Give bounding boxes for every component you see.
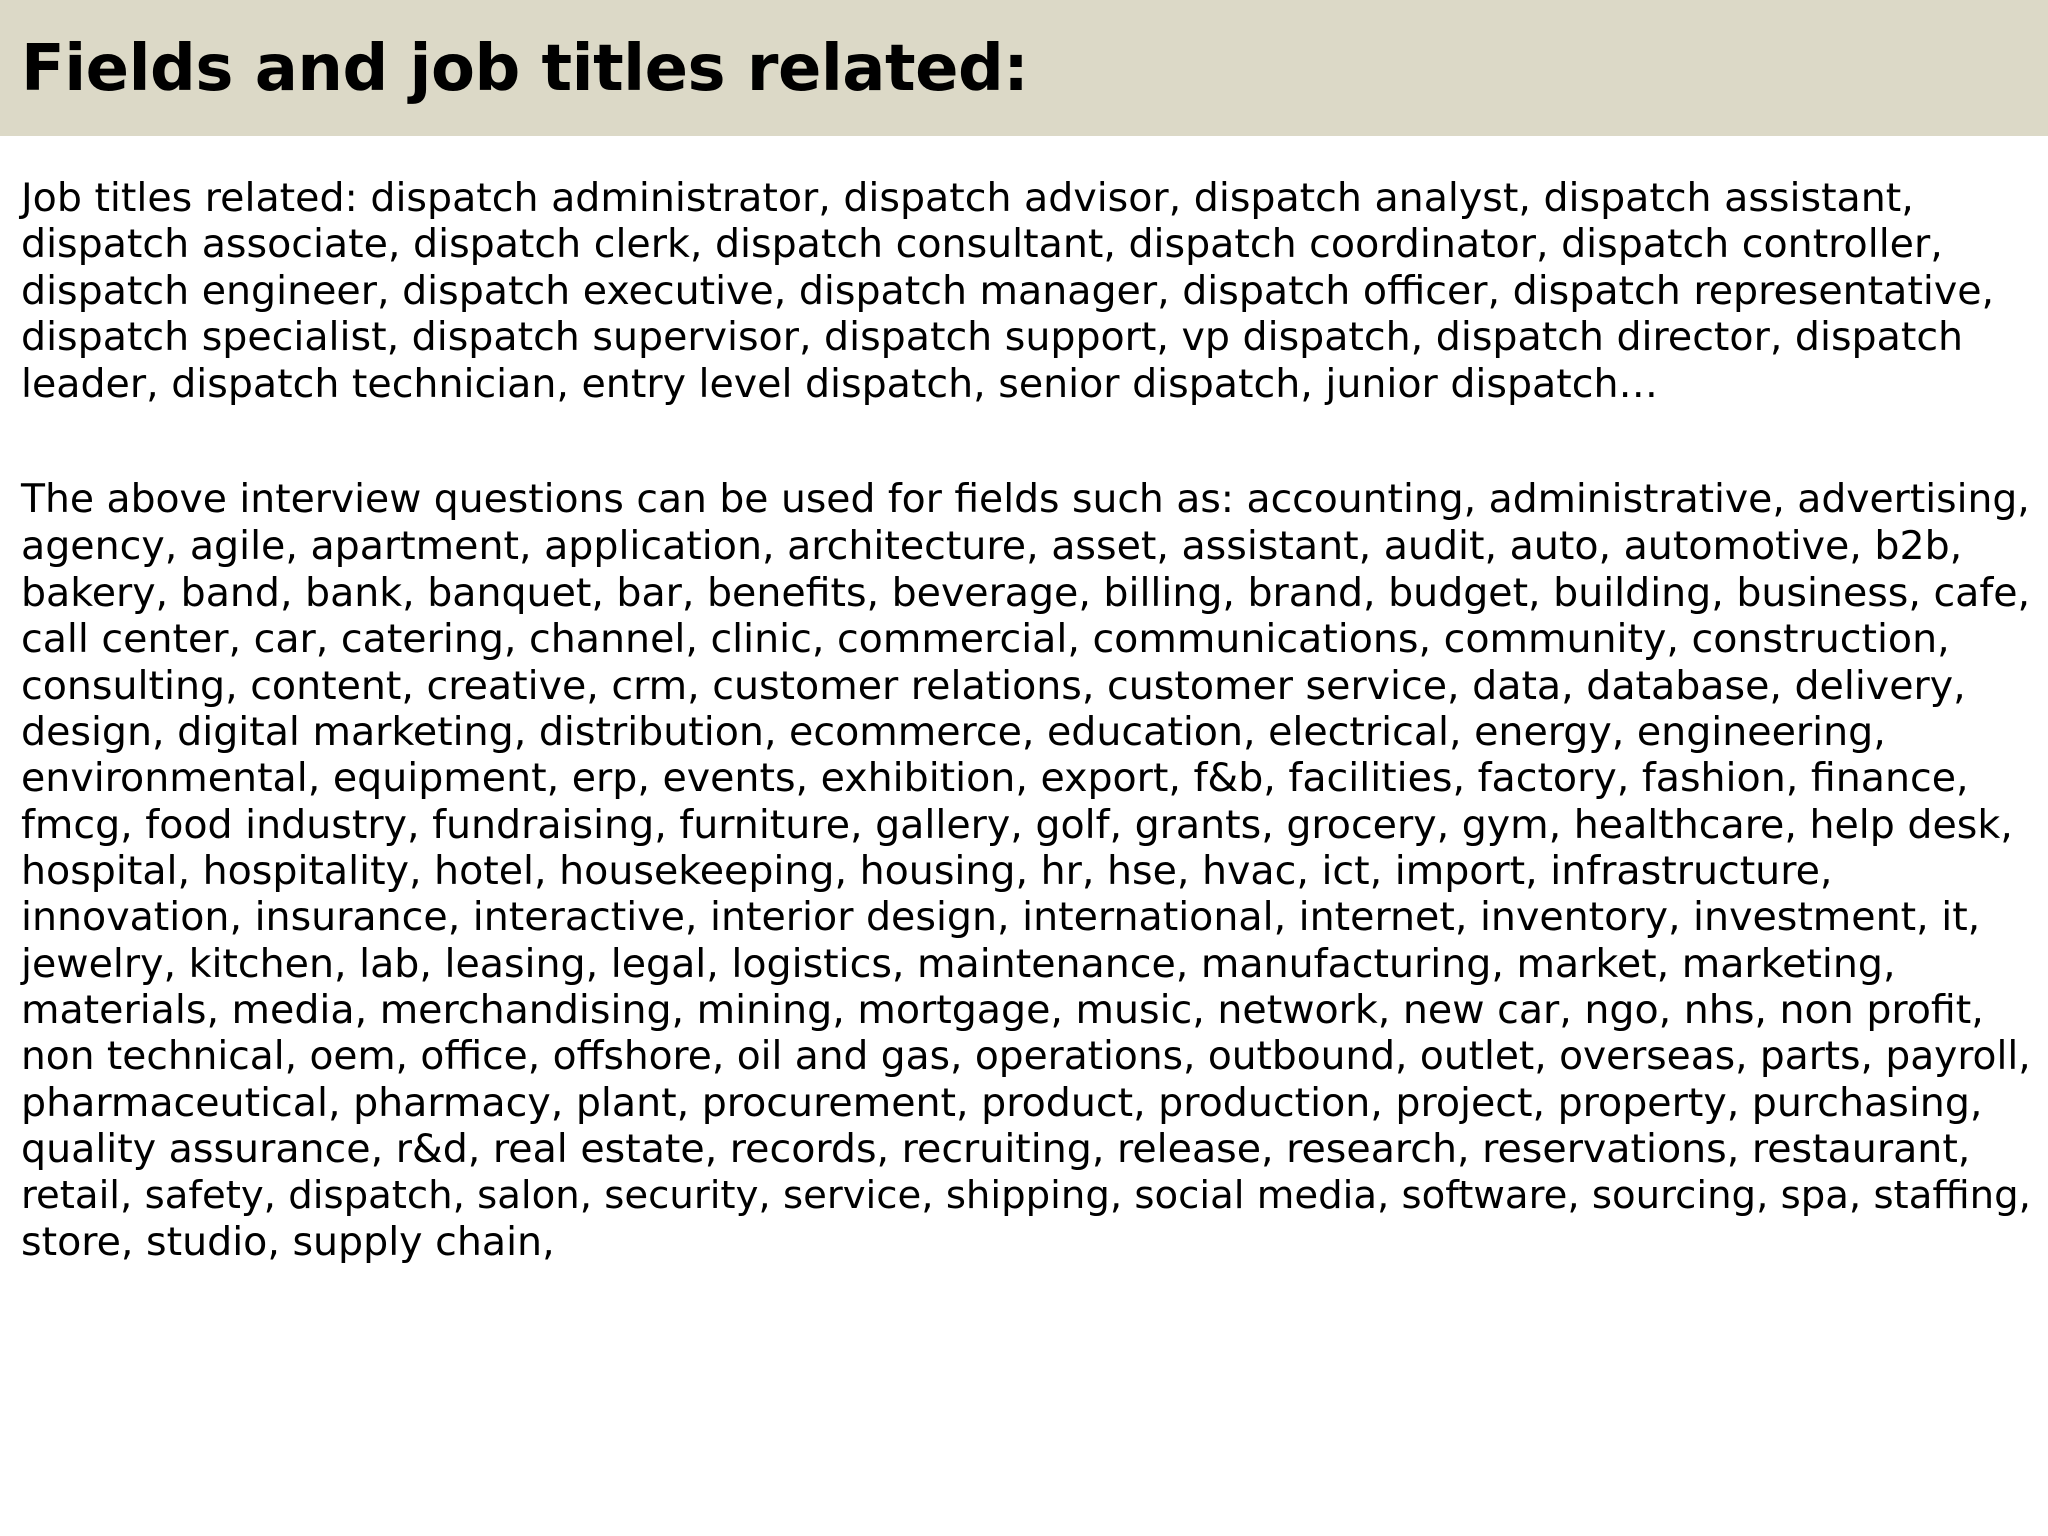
fields-line: store, studio, supply chain, (21, 1219, 555, 1266)
fields-line: innovation, insurance, interactive, interior design, international, internet, inventory, investment, it, (21, 894, 1981, 941)
title-bar (0, 0, 2048, 136)
fields-line: The above interview questions can be used for fields such as: accounting, administrative, advertising, (21, 476, 2030, 522)
job-titles-line: dispatch engineer, dispatch executive, dispatch manager, dispatch officer, dispatch representative, (21, 267, 1995, 314)
fields-line: agency, agile, apartment, application, architecture, asset, assistant, audit, auto, automotive, b2b, (21, 523, 1963, 570)
slide-content (21, 175, 2031, 1266)
job-titles-line: dispatch specialist, dispatch supervisor, dispatch support, vp dispatch, dispatch director, dispatch (21, 314, 1964, 361)
fields-line: consulting, content, creative, crm, customer relations, customer service, data, database, delivery, (21, 662, 1966, 709)
job-titles-line: Job titles related: dispatch administrator, dispatch advisor, dispatch analyst, dispatch assistant, (21, 175, 1914, 221)
job-titles-line: dispatch associate, dispatch clerk, dispatch consultant, dispatch coordinator, dispatch controller, (21, 221, 1943, 268)
job-titles-paragraph (21, 175, 2031, 407)
fields-line: jewelry, kitchen, lab, leasing, legal, logistics, maintenance, manufacturing, market, marketing, (21, 940, 1896, 987)
fields-paragraph (21, 477, 2031, 1266)
paragraph-spacer (21, 407, 2031, 477)
fields-line: non technical, oem, office, offshore, oil and gas, operations, outbound, outlet, overseas, parts, payroll, (21, 1033, 2031, 1079)
fields-line: quality assurance, r&d, real estate, records, recruiting, release, research, reservations, restaurant, (21, 1126, 1971, 1173)
fields-line: bakery, band, bank, banquet, bar, benefits, beverage, billing, brand, budget, building, business, cafe, (21, 569, 2031, 616)
fields-line: retail, safety, dispatch, salon, security, service, shipping, social media, software, sourcing, spa, staffing, (21, 1172, 2031, 1218)
page-title: Fields and job titles related: (21, 32, 1029, 106)
fields-line: fmcg, food industry, fundraising, furniture, gallery, golf, grants, grocery, gym, healthcare, help desk, (21, 801, 2013, 848)
fields-line: materials, media, merchandising, mining, mortgage, music, network, new car, ngo, nhs, non profit, (21, 987, 1984, 1034)
fields-line: call center, car, catering, channel, clinic, commercial, communications, community, construction, (21, 616, 1950, 663)
fields-line: environmental, equipment, erp, events, exhibition, export, f&b, facilities, factory, fashion, finance, (21, 755, 1969, 802)
job-titles-line: leader, dispatch technician, entry level dispatch, senior dispatch, junior dispatch… (21, 360, 1658, 407)
fields-line: design, digital marketing, distribution, ecommerce, education, electrical, energy, engineering, (21, 708, 1886, 755)
fields-line: pharmaceutical, pharmacy, plant, procurement, product, production, project, property, purchasing, (21, 1080, 1983, 1127)
fields-line: hospital, hospitality, hotel, housekeeping, housing, hr, hse, hvac, ict, import, infrastructure, (21, 848, 1833, 895)
